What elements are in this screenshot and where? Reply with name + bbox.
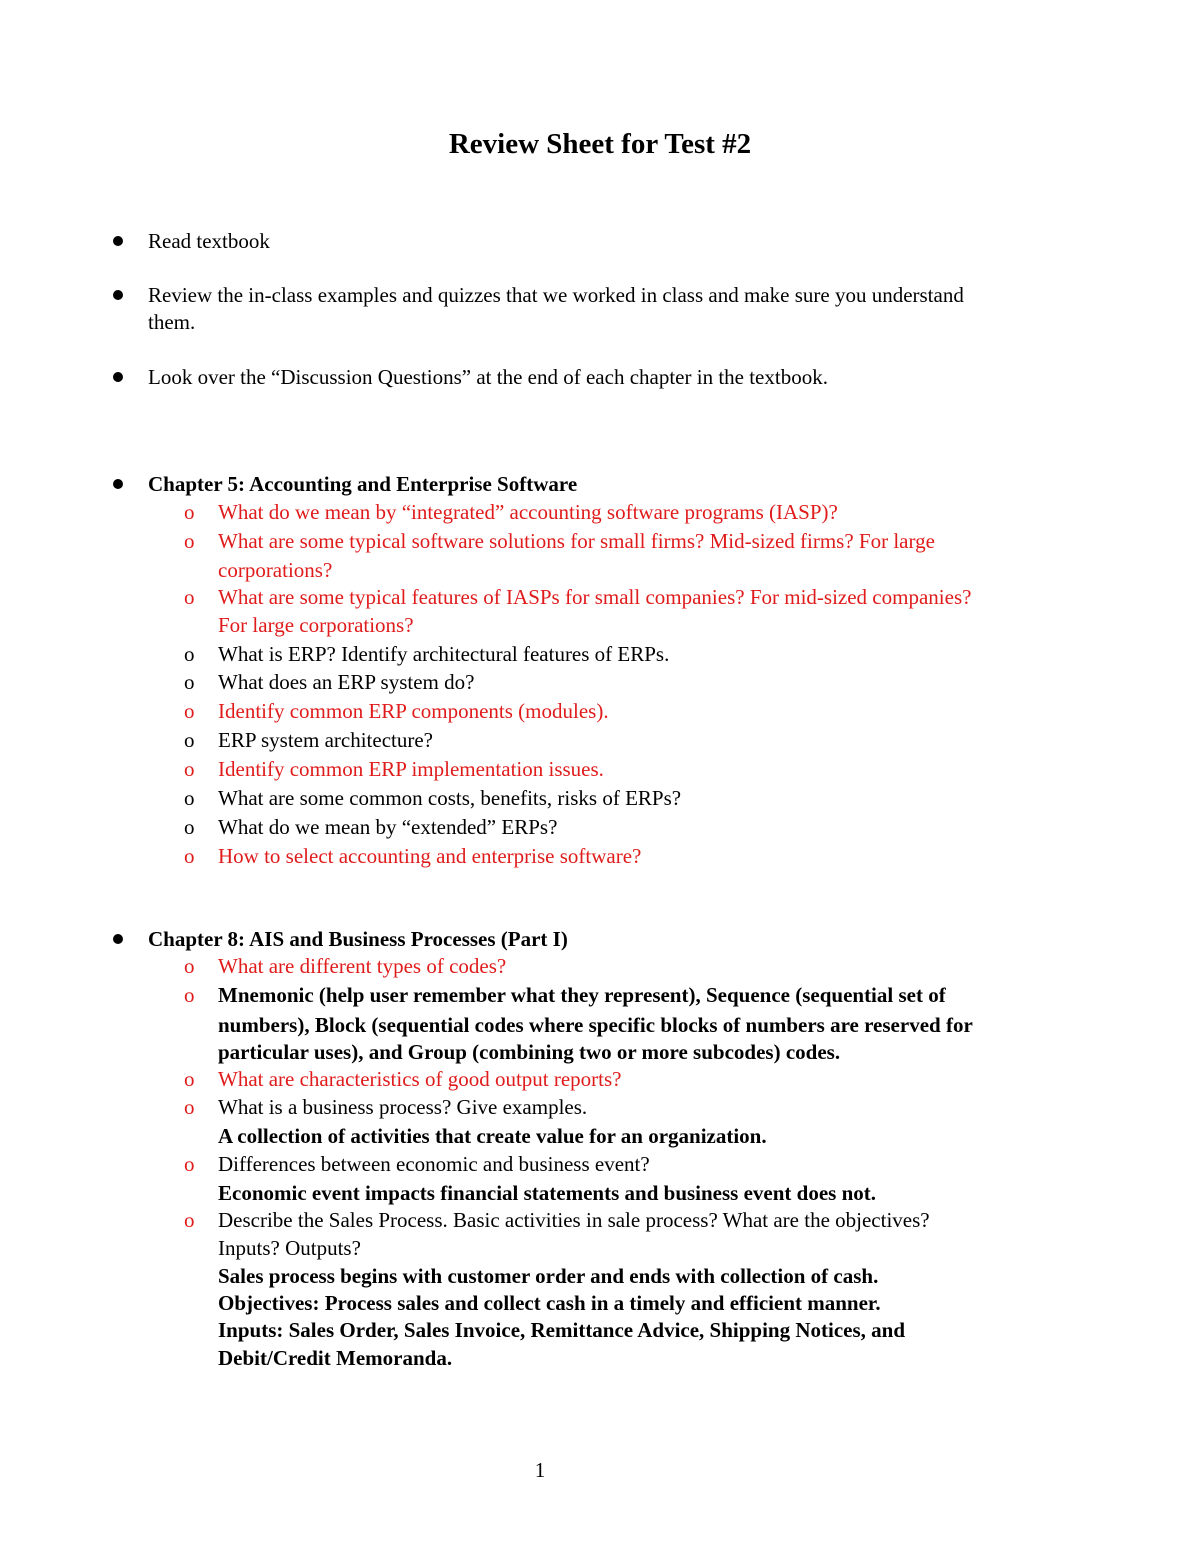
sub-bullet-icon: o [184, 728, 195, 752]
bullet-icon [113, 236, 123, 246]
list-item: Look over the “Discussion Questions” at the end of each chapter in the textbook. [148, 365, 828, 389]
chapter-8-heading: Chapter 8: AIS and Business Processes (Part I) [148, 927, 568, 951]
question: What do we mean by “extended” ERPs? [218, 815, 558, 839]
sub-bullet-icon: o [184, 585, 195, 609]
answer: Mnemonic (help user remember what they represent), Sequence (sequential set of [218, 983, 946, 1007]
answer: Objectives: Process sales and collect cash in a timely and efficient manner. [218, 1291, 881, 1315]
sub-bullet-icon: o [184, 500, 195, 524]
question-continuation: Inputs? Outputs? [218, 1236, 361, 1260]
question: What are characteristics of good output reports? [218, 1067, 622, 1091]
sub-bullet-icon: o [184, 844, 195, 868]
chapter-5-heading: Chapter 5: Accounting and Enterprise Software [148, 472, 578, 496]
answer: Sales process begins with customer order and ends with collection of cash. [218, 1264, 879, 1288]
answer: Inputs: Sales Order, Sales Invoice, Remittance Advice, Shipping Notices, and [218, 1318, 906, 1342]
question: Differences between economic and business event? [218, 1152, 650, 1176]
answer: A collection of activities that create value for an organization. [218, 1124, 767, 1148]
question: Identify common ERP implementation issues. [218, 757, 604, 781]
bullet-icon [113, 479, 123, 489]
sub-bullet-icon: o [184, 757, 195, 781]
answer-continuation: Debit/Credit Memoranda. [218, 1346, 453, 1370]
question: Identify common ERP components (modules). [218, 699, 609, 723]
question: How to select accounting and enterprise software? [218, 844, 642, 868]
sub-bullet-icon: o [184, 642, 195, 666]
sub-bullet-icon: o [184, 670, 195, 694]
question: What does an ERP system do? [218, 670, 475, 694]
question: What is a business process? Give examples. [218, 1095, 588, 1119]
question: What are some common costs, benefits, risks of ERPs? [218, 786, 682, 810]
sub-bullet-icon: o [184, 1095, 195, 1119]
sub-bullet-icon: o [184, 1152, 195, 1176]
answer-continuation: particular uses), and Group (combining two or more subcodes) codes. [218, 1040, 841, 1064]
list-item: Review the in-class examples and quizzes that we worked in class and make sure you understand [148, 283, 964, 307]
bullet-icon [113, 934, 123, 944]
sub-bullet-icon: o [184, 699, 195, 723]
sub-bullet-icon: o [184, 1067, 195, 1091]
sub-bullet-icon: o [184, 954, 195, 978]
question: What are different types of codes? [218, 954, 507, 978]
question: What are some typical features of IASPs for small companies? For mid-sized companies? [218, 585, 972, 609]
question-continuation: For large corporations? [218, 613, 414, 637]
sub-bullet-icon: o [184, 983, 195, 1007]
question: What are some typical software solutions for small firms? Mid-sized firms? For large [218, 529, 935, 553]
sub-bullet-icon: o [184, 815, 195, 839]
answer: Economic event impacts financial statements and business event does not. [218, 1181, 877, 1205]
list-item: Read textbook [148, 229, 270, 253]
question: What is ERP? Identify architectural features of ERPs. [218, 642, 670, 666]
bullet-icon [113, 290, 123, 300]
page-title: Review Sheet for Test #2 [448, 128, 752, 160]
question: What do we mean by “integrated” accounting software programs (IASP)? [218, 500, 838, 524]
sub-bullet-icon: o [184, 529, 195, 553]
bullet-icon [113, 372, 123, 382]
answer-continuation: numbers), Block (sequential codes where specific blocks of numbers are reserved for [218, 1013, 973, 1037]
question-continuation: corporations? [218, 558, 333, 582]
sub-bullet-icon: o [184, 1208, 195, 1232]
page-number: 1 [534, 1458, 546, 1482]
list-item-continuation: them. [148, 310, 196, 334]
question: Describe the Sales Process. Basic activities in sale process? What are the objectives? [218, 1208, 930, 1232]
question: ERP system architecture? [218, 728, 433, 752]
sub-bullet-icon: o [184, 786, 195, 810]
